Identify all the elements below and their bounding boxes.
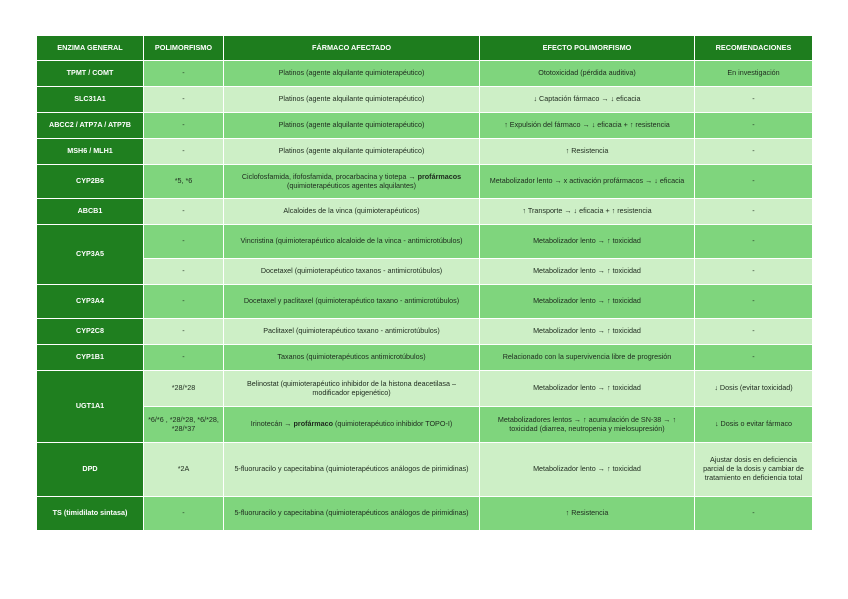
table-row [37,285,813,319]
drug-cell: Alcaloides de la vinca (quimioterapéuticos) [224,199,480,225]
recommendation-cell: - [695,259,813,285]
table-row [37,113,813,139]
drug-text: (quimioterapéutico inhibidor TOPO-I) [333,419,453,429]
drug-cell: Vincristina (quimioterapéutico alcaloide de la vinca - antimicrotúbulos) [224,225,480,259]
recommendation-cell: - [695,165,813,199]
recommendation-cell: ↓ Dosis (evitar toxicidad) [695,371,813,407]
polymorphism-cell: - [144,113,224,139]
effect-cell: Metabolizador lento → ↑ toxicidad [480,443,695,497]
polymorphism-cell: - [144,285,224,319]
header-polymorphism: POLIMORFISMO [144,36,224,61]
gene-cell: SLC31A1 [37,87,144,113]
recommendation-cell: - [695,199,813,225]
recommendation-cell: - [695,285,813,319]
polymorphism-cell: - [144,345,224,371]
prodrug-text: profármaco [293,419,334,429]
table-row [37,199,813,225]
drug-cell: Platinos (agente alquilante quimioterapéutico) [224,61,480,87]
drug-cell: 5-fluoruracilo y capecitabina (quimioterapéuticos análogos de pirimidinas) [224,443,480,497]
table-row [37,443,813,497]
recommendation-cell: - [695,139,813,165]
effect-cell: Ototoxicidad (pérdida auditiva) [480,61,695,87]
gene-cell: CYP1B1 [37,345,144,371]
gene-cell: DPD [37,443,144,497]
drug-text: Ciclofosfamida, ifofosfamida, procarbacina y tiotepa → [241,171,418,181]
prodrug-text: profármacos [417,171,462,181]
effect-cell: Metabolizador lento → ↑ toxicidad [480,285,695,319]
polymorphism-cell: - [144,225,224,259]
effect-cell: Metabolizador lento → ↑ toxicidad [480,319,695,345]
polymorphism-cell: *5, *6 [144,165,224,199]
header-drug: FÁRMACO AFECTADO [224,36,480,61]
recommendation-cell: - [695,345,813,371]
drug-text: (quimioterapéuticos agentes alquilantes) [286,180,417,190]
effect-cell: ↑ Transporte → ↓ eficacia + ↑ resistencia [480,199,695,225]
gene-cell: CYP3A5 [37,225,144,285]
gene-cell: ABCC2 / ATP7A / ATP7B [37,113,144,139]
header-enzyme: ENZIMA GENERAL [37,36,144,61]
header-effect: EFECTO POLIMORFISMO [480,36,695,61]
polymorphism-cell: *28/*28 [144,371,224,407]
polymorphism-cell: - [144,199,224,225]
table-row [37,61,813,87]
polymorphism-cell: - [144,61,224,87]
recommendation-cell: ↓ Dosis o evitar fármaco [695,407,813,443]
drug-cell: Platinos (agente alquilante quimioterapéutico) [224,113,480,139]
drug-cell: Docetaxel (quimioterapéutico taxanos - antimicrotúbulos) [224,259,480,285]
effect-cell: Metabolizador lento → ↑ toxicidad [480,371,695,407]
recommendation-cell: - [695,319,813,345]
drug-cell [224,165,480,199]
table-row [37,165,813,199]
header-recommendation: RECOMENDACIONES [695,36,813,61]
gene-cell: MSH6 / MLH1 [37,139,144,165]
drug-cell [224,407,480,443]
gene-cell: CYP2C8 [37,319,144,345]
effect-cell: ↑ Expulsión del fármaco → ↓ eficacia + ↑ resistencia [480,113,695,139]
effect-cell: ↓ Captación fármaco → ↓ eficacia [480,87,695,113]
polymorphism-cell: *6/*6 , *28/*28, *6/*28, *28/*37 [144,407,224,443]
pharmacogenomics-table [36,35,813,531]
recommendation-cell: Ajustar dosis en deficiencia parcial de la dosis y cambiar de tratamiento en deficiencia total [695,443,813,497]
gene-cell: TS (timidilato sintasa) [37,497,144,531]
table-row [37,345,813,371]
table-row [37,139,813,165]
drug-cell: Platinos (agente alquilante quimioterapéutico) [224,87,480,113]
gene-cell: CYP3A4 [37,285,144,319]
table-row [37,407,813,443]
drug-cell: Taxanos (quimioterapéuticos antimicrotúbulos) [224,345,480,371]
drug-cell: Docetaxel y paclitaxel (quimioterapéutico taxano - antimicrotúbulos) [224,285,480,319]
polymorphism-cell: - [144,497,224,531]
recommendation-cell: - [695,113,813,139]
drug-cell: Platinos (agente alquilante quimioterapéutico) [224,139,480,165]
recommendation-cell: - [695,87,813,113]
effect-cell: Metabolizador lento → ↑ toxicidad [480,259,695,285]
gene-cell: UGT1A1 [37,371,144,443]
table-row [37,371,813,407]
drug-cell: Belinostat (quimioterapéutico inhibidor de la histona deacetilasa – modificador epigenético) [224,371,480,407]
gene-cell: CYP2B6 [37,165,144,199]
polymorphism-cell: - [144,319,224,345]
effect-cell: Metabolizadores lentos → ↑ acumulación de SN-38 → ↑ toxicidad (diarrea, neutropenia y mielosupresión) [480,407,695,443]
polymorphism-cell: - [144,139,224,165]
drug-cell: 5-fluoruracilo y capecitabina (quimioterapéuticos análogos de pirimidinas) [224,497,480,531]
gene-cell: ABCB1 [37,199,144,225]
effect-cell: ↑ Resistencia [480,139,695,165]
effect-cell: Relacionado con la supervivencia libre de progresión [480,345,695,371]
table-row [37,497,813,531]
effect-cell: Metabolizador lento → x activación profármacos → ↓ eficacia [480,165,695,199]
gene-cell: TPMT / COMT [37,61,144,87]
table-row [37,87,813,113]
effect-cell: Metabolizador lento → ↑ toxicidad [480,225,695,259]
drug-text: Irinotecán → [250,419,294,429]
polymorphism-cell: - [144,259,224,285]
recommendation-cell: - [695,225,813,259]
drug-cell: Paclitaxel (quimioterapéutico taxano - antimicrotúbulos) [224,319,480,345]
recommendation-cell: En investigación [695,61,813,87]
effect-cell: ↑ Resistencia [480,497,695,531]
table-row [37,259,813,285]
table-row [37,319,813,345]
polymorphism-cell: *2A [144,443,224,497]
table-row [37,225,813,259]
polymorphism-cell: - [144,87,224,113]
recommendation-cell: - [695,497,813,531]
header-row [37,36,813,61]
